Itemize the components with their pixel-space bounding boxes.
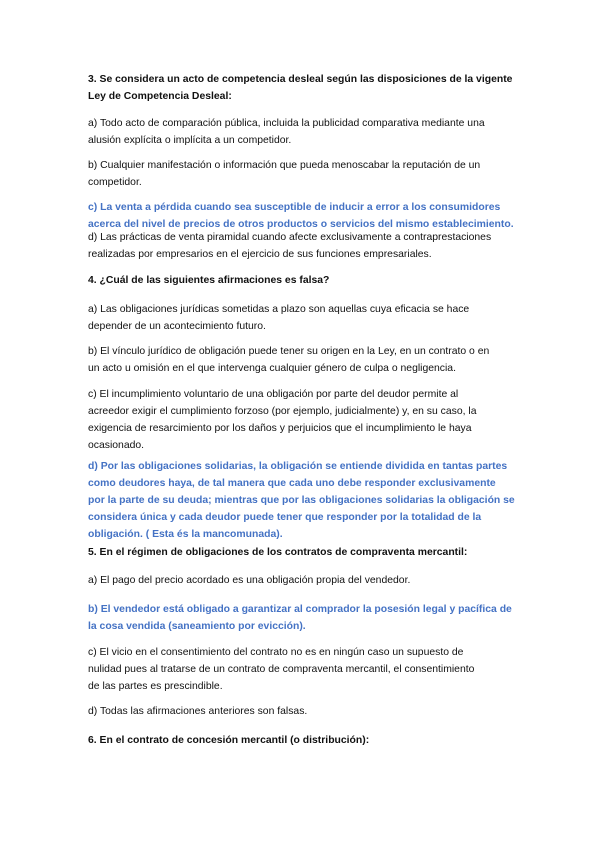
text-line: c) El incumplimiento voluntario de una obligación por parte del deudor permite al xyxy=(88,389,459,400)
text-line: depender de un acontecimiento futuro. xyxy=(88,321,266,332)
text-line: Ley de Competencia Desleal: xyxy=(88,91,232,102)
text-line: 3. Se considera un acto de competencia desleal según las disposiciones de la vigente xyxy=(88,74,513,85)
text-line: la cosa vendida (saneamiento por evicción). xyxy=(88,621,306,632)
question-4-option-d-answer xyxy=(88,458,516,543)
text-line: d) Por las obligaciones solidarias, la obligación se entiende dividida en tantas partes xyxy=(88,461,508,472)
text-line: realizadas por empresarios en el ejercicio de sus funciones empresariales. xyxy=(88,249,432,260)
text-line: 4. ¿Cuál de las siguientes afirmaciones es falsa? xyxy=(88,275,330,286)
text-line: ocasionado. xyxy=(88,440,145,451)
question-3-option-d xyxy=(88,229,516,263)
text-line: b) Cualquier manifestación o información que pueda menoscabar la reputación de un xyxy=(88,160,481,171)
question-3-option-a xyxy=(88,115,516,149)
text-line: acreedor exigir el cumplimiento forzoso (por ejemplo, judicialmente) y, en su caso, la xyxy=(88,406,477,417)
text-line: c) La venta a pérdida cuando sea susceptible de inducir a error a los consumidores xyxy=(88,202,501,213)
text-line: competidor. xyxy=(88,177,142,188)
text-line: obligación. ( Esta és la mancomunada). xyxy=(88,529,283,540)
text-line: b) El vínculo jurídico de obligación puede tener su origen en la Ley, en un contrato o en xyxy=(88,346,490,357)
question-4-option-c xyxy=(88,386,516,454)
question-5-option-b-answer xyxy=(88,601,516,635)
question-4-title xyxy=(88,272,516,289)
text-line: de las partes es prescindible. xyxy=(88,681,223,692)
text-line: como deudores haya, de tal manera que cada uno debe responder exclusivamente xyxy=(88,478,496,489)
text-line: a) El pago del precio acordado es una obligación propia del vendedor. xyxy=(88,575,411,586)
question-3-title xyxy=(88,71,516,105)
question-6-title xyxy=(88,732,516,749)
text-line: d) Las prácticas de venta piramidal cuando afecte exclusivamente a contraprestaciones xyxy=(88,232,492,243)
question-4-option-b xyxy=(88,343,516,377)
text-line: d) Todas las afirmaciones anteriores son falsas. xyxy=(88,706,308,717)
text-line: un acto u omisión en el que intervenga cualquier género de culpa o negligencia. xyxy=(88,363,456,374)
text-line: por la parte de su deuda; mientras que por las obligaciones solidarias la obligación se xyxy=(88,495,515,506)
text-line: a) Todo acto de comparación pública, incluida la publicidad comparativa mediante una xyxy=(88,118,485,129)
question-3-option-c-answer xyxy=(88,199,516,233)
text-line: c) El vicio en el consentimiento del contrato no es en ningún caso un supuesto de xyxy=(88,647,464,658)
text-line: b) El vendedor está obligado a garantizar al comprador la posesión legal y pacífica de xyxy=(88,604,512,615)
question-3-option-b xyxy=(88,157,516,191)
text-line: alusión explícita o implícita a un competidor. xyxy=(88,135,292,146)
question-4-option-a xyxy=(88,301,516,335)
question-5-option-d xyxy=(88,703,516,720)
text-line: 6. En el contrato de concesión mercantil (o distribución): xyxy=(88,735,370,746)
text-line: acerca del nivel de precios de otros productos o servicios del mismo establecimiento. xyxy=(88,219,514,230)
text-line: a) Las obligaciones jurídicas sometidas a plazo son aquellas cuya eficacia se hace xyxy=(88,304,470,315)
question-5-title xyxy=(88,544,516,561)
text-line: exigencia de resarcimiento por los daños y perjuicios que el incumplimiento le haya xyxy=(88,423,472,434)
question-5-option-c xyxy=(88,644,516,695)
text-line: considera única y cada deudor puede tener que responder por la totalidad de la xyxy=(88,512,482,523)
text-line: nulidad pues al tratarse de un contrato de compraventa mercantil, el consentimiento xyxy=(88,664,475,675)
text-line: 5. En el régimen de obligaciones de los contratos de compraventa mercantil: xyxy=(88,547,468,558)
question-5-option-a xyxy=(88,572,516,589)
